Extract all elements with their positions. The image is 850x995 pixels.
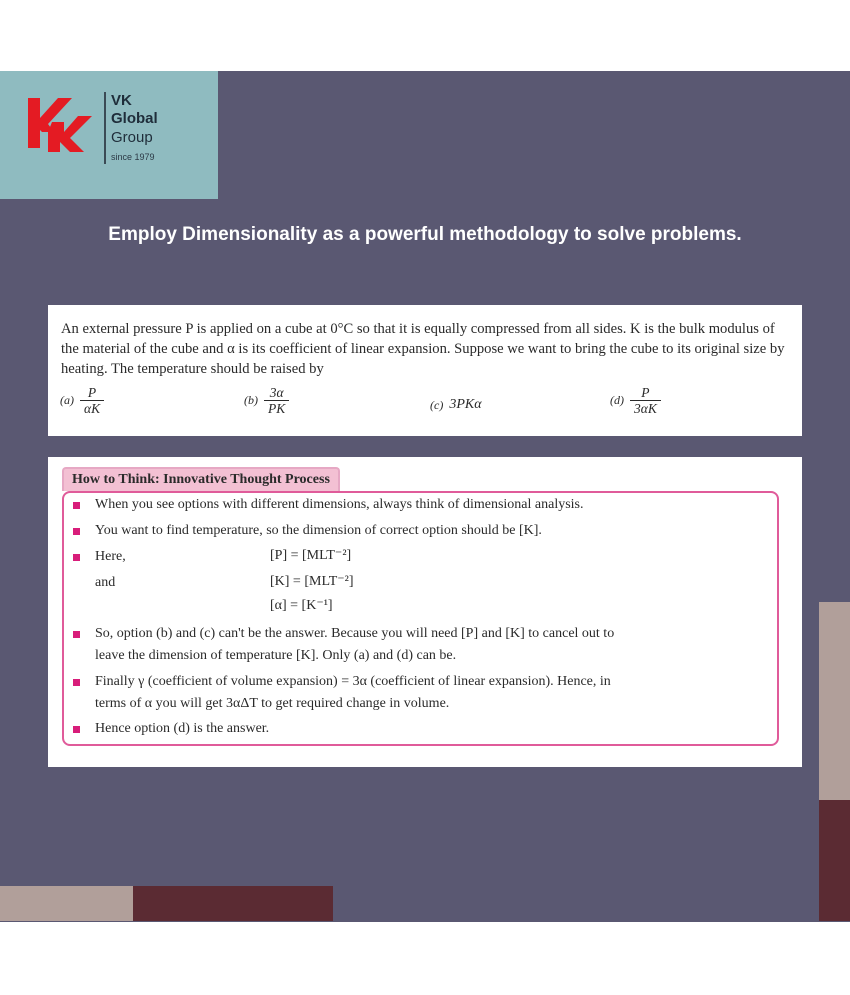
option-b-fraction [264,385,289,416]
bullet-icon [73,631,80,638]
bullet-icon [73,502,80,509]
equation-pressure: [P] = [MLT⁻²] [270,548,352,563]
brand-since: since 1979 [111,152,155,162]
option-b-num: 3α [269,385,284,400]
think-bullet-4a: So, option (b) and (c) can't be the answer. Because you will need [P] and [K] to cancel out to [95,626,615,641]
logo-divider [104,92,106,164]
option-c-label: (c) [430,397,444,412]
option-c-text: 3PKα [449,397,482,412]
think-bullet-6: Hence option (d) is the answer. [95,721,270,736]
option-a-fraction [80,385,104,416]
brand-line-2: Global [111,110,158,127]
option-d [610,385,661,416]
option-d-fraction [630,385,661,416]
decor-block-right-bottom [819,800,850,921]
option-a-den: αK [80,400,104,416]
option-b-den: PK [264,400,289,416]
option-a [60,385,104,416]
think-here: Here, [95,549,126,564]
headline: Employ Dimensionality as a powerful methodology to solve problems. [108,224,742,245]
think-and: and [95,575,116,590]
option-b-label: (b) [244,393,258,407]
option-d-label: (d) [610,393,624,407]
think-title: How to Think: Innovative Thought Process [62,467,340,491]
decor-block-left [0,886,133,921]
option-d-den: 3αK [630,400,661,416]
think-bullet-2: You want to find temperature, so the dimension of correct option should be [K]. [95,523,542,538]
bullet-icon [73,554,80,561]
option-c [430,397,482,413]
bullet-icon [73,679,80,686]
brand-line-1: VK [111,92,132,109]
decor-block-right-top [819,602,850,800]
vk-logo-icon [24,92,94,154]
option-b [244,385,289,416]
question-card [48,305,802,436]
think-bullet-4b: leave the dimension of temperature [K]. Only (a) and (d) can be. [95,648,457,663]
think-card [48,457,802,767]
brand-line-3: Group [111,129,153,146]
equation-bulk-modulus: [K] = [MLT⁻²] [270,574,354,589]
equation-alpha: [α] = [K⁻¹] [270,598,333,613]
option-d-num: P [641,385,650,400]
think-bullet-5b: terms of α you will get 3αΔT to get required change in volume. [95,696,450,711]
option-a-num: P [87,385,97,400]
question-text: An external pressure P is applied on a cube at 0°C so that it is equally compressed from all sides. K is the bulk modulus of the material of the cube and α is its coefficient of linear expansion. Suppose we want to bring the cube to its original size by heating. The temperature should be raised by [61,321,785,377]
option-a-label: (a) [60,393,74,407]
bullet-icon [73,726,80,733]
bullet-icon [73,528,80,535]
think-bullet-1: When you see options with different dimensions, always think of dimensional analysis. [95,497,584,512]
decor-block-mid [133,886,333,921]
think-bullet-5a: Finally γ (coefficient of volume expansion) = 3α (coefficient of linear expansion). Hence, in [95,674,611,689]
